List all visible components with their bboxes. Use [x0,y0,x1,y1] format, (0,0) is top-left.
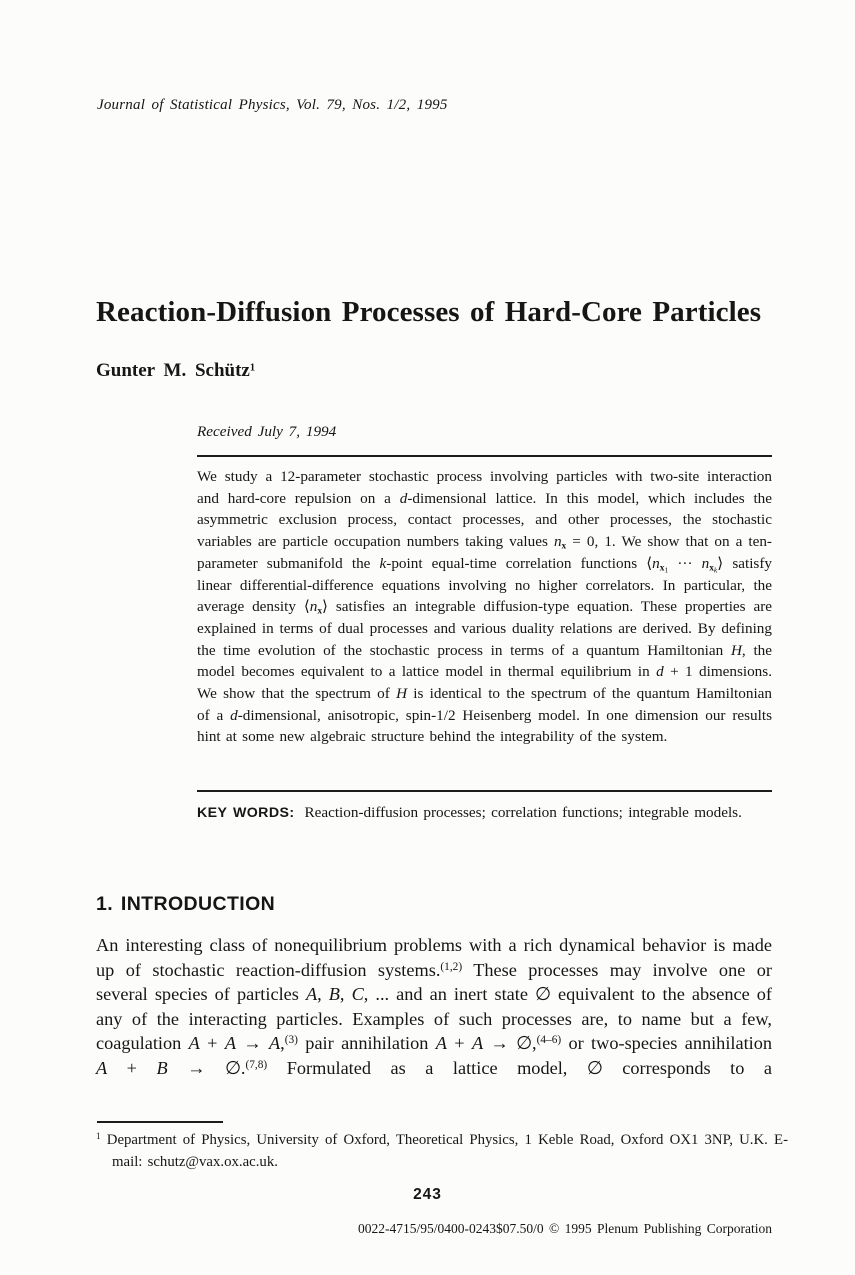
abstract-top-rule [197,455,772,457]
keywords-label: KEY WORDS: [197,805,295,821]
footnote-text: Department of Physics, University of Oxford, Theoretical Physics, 1 Keble Road, Oxford OX1 3NP, U.K. E-mail: schutz@vax.ox.ac.uk. [100,1132,788,1170]
footnote-mark: 1 [96,1130,101,1141]
author-line [96,360,596,382]
keywords-block [197,802,772,825]
author-footnote-mark: 1 [249,362,256,374]
abstract-bottom-rule [197,790,772,792]
page-number: 243 [413,1186,442,1203]
received-date-line: Received July 7, 1994 [197,423,337,440]
journal-header-line: Journal of Statistical Physics, Vol. 79, Nos. 1/2, 1995 [97,97,448,113]
copyright-line: 0022-4715/95/0400-0243$07.50/0 © 1995 Plenum Publishing Corporation [357,1221,772,1236]
paper-title: Reaction-Diffusion Processes of Hard-Core Particles [96,296,762,328]
footnote [96,1129,788,1173]
introduction-paragraph: An interesting class of nonequilibrium problems with a rich dynamical behavior is made up of stochastic reaction-diffusion systems.$^{(1,2)}$ These processes may involve one or several species of particles A, B, C, ... and an inert state ∅ equivalent to the absence of any of the interacting particles. Examples of such processes are, to name but a few, coagulation A + A → A,$^{(3)}$ pair annihilation A + A → ∅,$^{(4-6)}$ or two-species annihilation A + B → ∅.$^{(7,8)}$ Formulated as a lattice model, ∅ corresponds to a [96,935,773,1078]
keywords-text: Reaction-diffusion processes; correlation functions; integrable models. [304,804,742,821]
section-heading-introduction: 1. INTRODUCTION [96,893,276,915]
footnote-rule [97,1121,223,1123]
abstract-paragraph: We study a 12-parameter stochastic process involving particles with two-site interaction and hard-core repulsion on a d-dimensional lattice. In this model, which includes the asymmetric exclusion process, contact processes, and other processes, the stochastic variables are particle occupation numbers taking values $n_x = 0$, 1. We show that on a ten-parameter submanifold the k-point equal-time correlation functions $⟨n_{x1}$ ··· $n_{xk}⟩$ satisfy linear differential-difference equations involving no higher correlators. In particular, the average density $⟨n_x⟩$ satisfies an integrable diffusion-type equation. These properties are explained in terms of dual processes and various duality relations are derived. By defining the time evolution of the stochastic process in terms of a quantum Hamiltonian H, the model becomes equivalent to a lattice model in thermal equilibrium in d + 1 dimensions. We show that the spectrum of H is identical to the spectrum of the quantum Hamiltonian of a d-dimensional, anisotropic, spin-1/2 Heisenberg model. In one dimension our results hint at some new algebraic structure behind the integrability of the system. [197,468,772,746]
author-name: Gunter M. Schütz [96,360,250,381]
